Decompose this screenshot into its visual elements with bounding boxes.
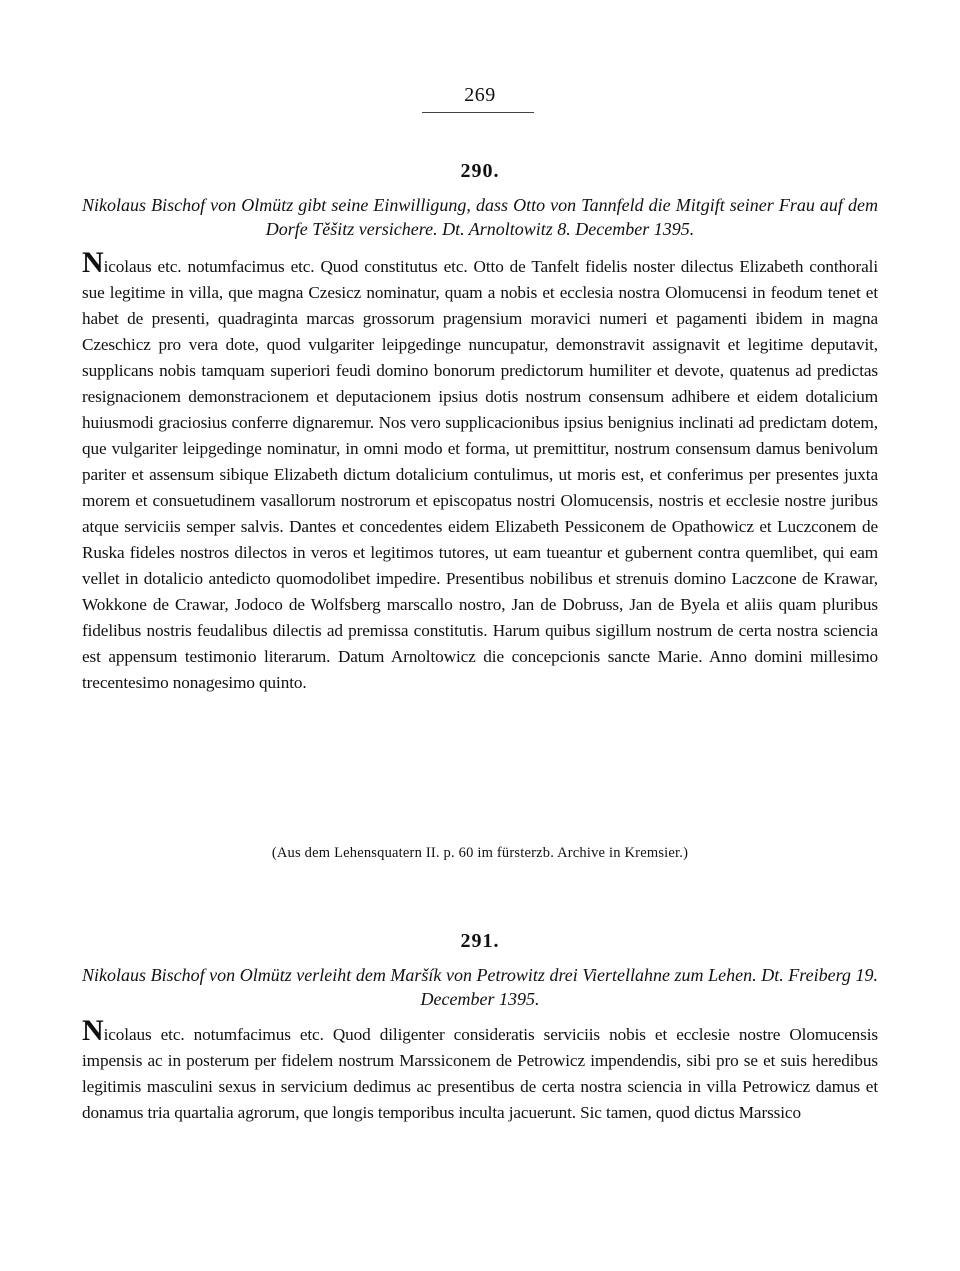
document-body-text: icolaus etc. notumfacimus etc. Quod constitutus etc. Otto de Tanfelt fidelis noster dilectus Elizabeth conthorali sue legitime in villa, que magna Czesicz nominatur, quam a nobis et ecclesia nostra Olomucensi in feodum tenet et habet de presenti, quadraginta marcas grossorum pragensium moravici numeri et pagamenti ibidem in magna Czeschicz pro vera dote, quod vulgariter leipgedinge nuncupatur, demonstravit assignavit et legitime deputavit, supplicans nobis tamquam superiori feudi domino bonorum predictorum humiliter et devote, quatenus ad predictas resignacionem demonstracionem et deputacionem ipsius dotis nostrum consensum adhibere et eidem dotalicium huiusmodi graciosius conferre dignaremur. Nos vero supplicacionibus ipsius benignius inclinati ad predictam dotem, que vulgariter leipgedinge nominatur, in omni modo et forma, ut premittitur, nostrum consensum damus benivolum pariter et assensum sibique Elizabeth dictum dotalicium contulimus, ut moris est, et conferimus per presentes juxta morem et consuetudinem vasallorum nostrorum et episcopatus nostri Olomucensis, nostris et ecclesie nostre juribus atque serviciis semper salvis. Dantes et concedentes eidem Elizabeth Pessiconem de Opathowicz et Luczconem de Ruska fideles nostros dilectos in veros et legitimos tutores, ut eam tueantur et gubernent contra quemlibet, qui eam vellet in dotalicio antedicto quomodolibet impedire. Presentibus nobilibus et strenuis domino Laczcone de Krawar, Wokkone de Crawar, Jodoco de Wolfsberg marscallo nostro, Jan de Dobruss, Jan de Byela et aliis quam pluribus fidelibus nostris feudalibus dilectis ad premissa constitutis. Harum quibus sigillum nostrum de certa nostra sciencia est appensum testimonio literarum. Datum Arnoltowicz die concepcionis sancte Marie. Anno domini millesimo trecentesimo nonagesimo quinto. [82, 257, 878, 692]
document-number: 290. [460, 160, 500, 182]
document-regest: Nikolaus Bischof von Olmütz verleiht dem Maršík von Petrowitz drei Viertellahne zum Lehen. Dt. Freiberg 19. December 1395. [82, 965, 878, 1009]
document-number: 291. [460, 930, 500, 952]
document-body [82, 246, 878, 696]
document-body-text: icolaus etc. notumfacimus etc. Quod diligenter consideratis serviciis nobis et ecclesie nostre Olomucensis impensis ac in posterum per fidelem nostrum Marssiconem de Petrowicz impendendis, sibi pro se et suis heredibus legitimis masculini sexus in servicium dedimus ac presentibus de certa nostra sciencia in villa Petrowicz damus et donamus tria quartalia agrorum, que longis temporibus inculta jacuerunt. Sic tamen, quod dictus Marssico [82, 1025, 878, 1122]
drop-initial: N [82, 1014, 104, 1047]
page-number-rule [422, 112, 534, 113]
document-regest: Nikolaus Bischof von Olmütz gibt seine Einwilligung, dass Otto von Tannfeld die Mitgift seiner Frau auf dem Dorfe Těšitz versichere. Dt. Arnoltowitz 8. December 1395. [82, 195, 878, 239]
source-note: (Aus dem Lehensquatern II. p. 60 im fürsterzb. Archive in Kremsier.) [271, 845, 689, 861]
page-number: 269 [464, 84, 496, 106]
document-290 [82, 160, 878, 696]
document-291 [82, 930, 878, 1126]
drop-initial: N [82, 246, 104, 279]
document-body [82, 1014, 878, 1126]
